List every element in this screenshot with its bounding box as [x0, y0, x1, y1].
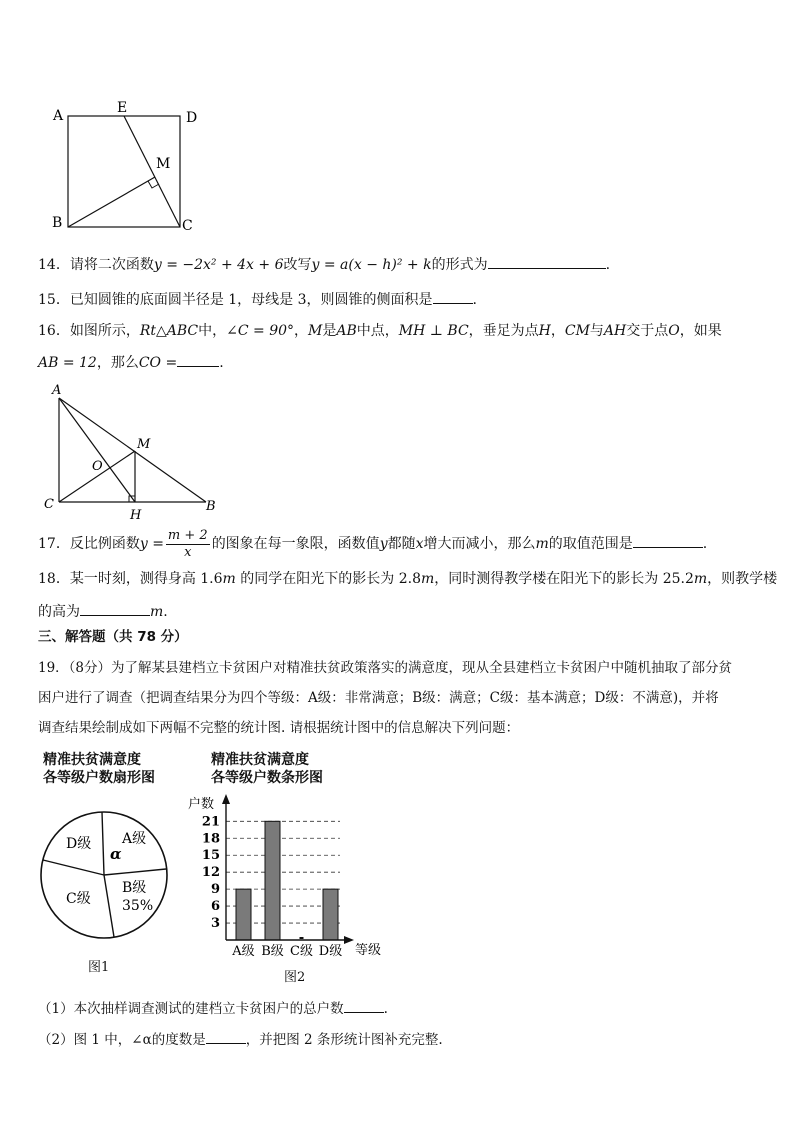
q18-text-d: ，则教学楼: [707, 571, 778, 587]
question-17: [38, 527, 707, 561]
q17-y-eq: y =: [139, 536, 164, 552]
q16-segment-ah: AH: [603, 323, 627, 339]
pie-chart: [36, 808, 176, 943]
q14-answer-blank[interactable]: [488, 254, 606, 269]
q16-text-d: 是: [322, 323, 337, 339]
q14-end: .: [605, 257, 611, 273]
q17-x: x: [415, 536, 424, 552]
bar-title-1: 精准扶贫满意度: [211, 752, 309, 768]
q15-end: .: [472, 292, 477, 308]
label-a: A: [53, 108, 64, 124]
q16-text-c: ，: [294, 323, 309, 339]
q17-y: y: [379, 536, 388, 552]
pie-label-a: A级: [122, 831, 147, 847]
q16-triangle: Rt△ABC: [139, 323, 199, 339]
q16-text-g: ，: [550, 323, 565, 339]
q16-point-o: O: [668, 323, 680, 339]
x-axis-arrow: [344, 936, 354, 944]
label-b: B: [52, 215, 63, 231]
q16-answer-blank[interactable]: [177, 352, 219, 367]
pie-divider-a-b: [104, 869, 166, 875]
x-tick-label: D级: [318, 944, 343, 959]
q16-segment-ab: AB: [336, 323, 357, 339]
label-c: C: [44, 497, 54, 512]
q16-end: .: [219, 355, 224, 371]
question-14: [38, 254, 610, 275]
x-tick-label: B级: [261, 944, 284, 959]
bar: [265, 821, 280, 940]
q17-end: .: [702, 536, 708, 552]
segment-ah: [59, 398, 135, 502]
sub2-text-b: ，并把图 2 条形统计图补充完整.: [245, 1032, 443, 1048]
q16-text-e: 中点，: [356, 323, 399, 339]
q18-answer-blank[interactable]: [80, 601, 150, 616]
y-axis-arrow: [222, 794, 230, 804]
q17-text-2: 都随: [387, 536, 416, 552]
question-16-line1: [38, 321, 722, 341]
label-m: M: [137, 437, 151, 452]
question-19-line1: 19．（8分）为了解某县建档立卡贫困户对精准扶贫政策落实的满意度，现从全县建档立卡贫困户中随机抽取了部分贫: [38, 660, 733, 676]
pie-title-2: 各等级户数扇形图: [43, 770, 155, 786]
q16-segment-cm: CM: [564, 323, 590, 339]
x-tick-label: C级: [290, 944, 313, 959]
q17-numerator: m + 2: [167, 527, 208, 543]
y-axis-label: 户数: [188, 797, 215, 812]
pie-label-c: C级: [66, 891, 91, 907]
sub1-text: （1）本次抽样调查测试的建档立卡贫困户的总户数: [38, 1001, 344, 1017]
label-b: B: [206, 499, 216, 514]
question-16-line2: [38, 352, 224, 373]
label-a: A: [52, 383, 62, 398]
q14-mid: 改写: [283, 257, 312, 273]
sub1-answer-blank[interactable]: [344, 998, 384, 1013]
question-19-sub2: [38, 1029, 443, 1050]
bar: [323, 889, 338, 940]
q16-co: CO =: [138, 355, 178, 371]
q14-prefix: 14．请将二次函数: [38, 257, 154, 273]
q16-text-h: 与: [589, 323, 604, 339]
q18-text-b: 的同学在阳光下的影长为 2.8: [235, 571, 421, 587]
q16-text-f: ，垂足为点: [468, 323, 539, 339]
q17-denominator: x: [184, 544, 192, 560]
y-tick-label: 12: [201, 865, 220, 881]
figure-1-caption: 图1: [88, 960, 110, 975]
q18-text-a: 18．某一时刻，测得身高 1.6: [38, 571, 223, 587]
square-figure: [48, 100, 208, 235]
question-18-line2: [38, 601, 168, 622]
sub2-text-a: （2）图 1 中，∠α的度数是: [38, 1032, 206, 1048]
q18-end: .: [163, 604, 168, 620]
pie-title-1: 精准扶贫满意度: [43, 752, 141, 768]
q15-answer-blank[interactable]: [433, 289, 473, 304]
q14-func2: y = a(x − h)² + k: [311, 257, 432, 273]
segment-ec: [124, 116, 180, 227]
q18-unit-2: m: [420, 571, 435, 587]
pie-label-alpha: α: [110, 845, 122, 863]
q16-perp: MH ⊥ BC: [398, 323, 469, 339]
y-tick-label: 18: [201, 831, 220, 847]
q17-m: m: [535, 536, 549, 552]
sub2-answer-blank[interactable]: [206, 1029, 246, 1044]
q16-text-b: 中，: [198, 323, 227, 339]
bar-title-2: 各等级户数条形图: [211, 770, 323, 786]
label-d: D: [186, 110, 198, 126]
q16-text-j: ，如果: [679, 323, 722, 339]
label-e: E: [117, 100, 128, 116]
q16-point-h: H: [538, 323, 551, 339]
x-tick-label: A级: [232, 944, 255, 959]
bar-chart: [180, 790, 395, 970]
y-tick-label: 9: [210, 882, 220, 898]
question-19-line3: 调查结果绘制成如下两幅不完整的统计图. 请根据统计图中的信息解决下列问题：: [38, 720, 520, 736]
q16-angle: ∠C = 90°: [226, 323, 295, 339]
q14-func1: y = −2x² + 4x + 6: [153, 257, 284, 273]
q18-unit-4: m: [150, 604, 164, 620]
q17-prefix: 17．反比例函数: [38, 536, 140, 552]
sub1-end: .: [383, 1001, 388, 1017]
q16-text-then: ，那么: [96, 355, 139, 371]
label-o: O: [92, 459, 103, 474]
q16-text-a: 16．如图所示，: [38, 323, 140, 339]
x-axis-label: 等级: [355, 943, 382, 958]
figure-2-caption: 图2: [284, 970, 306, 985]
bar: [236, 889, 251, 940]
q15-text: 15．已知圆锥的底面圆半径是 1，母线是 3，则圆锥的侧面积是: [38, 292, 433, 308]
q17-suffix: 的取值范围是: [548, 536, 633, 552]
y-tick-label: 6: [210, 899, 220, 915]
pie-divider-d-a: [102, 812, 104, 875]
q17-answer-blank[interactable]: [633, 533, 703, 548]
q16-text-i: 交于点: [626, 323, 669, 339]
q18-text-c: ，同时测得教学楼在阳光下的影长为 25.2: [434, 571, 694, 587]
q16-ab-value: AB = 12: [38, 355, 97, 371]
question-19-line2: 困户进行了调查（把调查结果分为四个等级：A级：非常满意；B级：满意；C级：基本满意；D级：不满意)，并将: [38, 690, 719, 706]
y-tick-label: 3: [210, 916, 220, 932]
q16-point-m: M: [308, 323, 323, 339]
segment-ab: [59, 398, 206, 502]
q17-text-1: 的图象在每一象限，函数值: [211, 536, 380, 552]
segment-bm: [68, 177, 155, 227]
q18-text-e: 的高为: [38, 604, 80, 620]
pie-label-b-percent: 35%: [122, 898, 154, 914]
label-h: H: [130, 508, 142, 523]
section-3-heading: 三、解答题（共 78 分）: [38, 629, 188, 645]
y-tick-label: 15: [201, 848, 220, 864]
triangle-figure: [38, 378, 228, 523]
question-19-sub1: [38, 998, 388, 1019]
q18-unit-1: m: [222, 571, 236, 587]
pie-divider-b-c: [104, 875, 114, 937]
pie-label-b: B级: [122, 880, 147, 896]
question-18-line1: [38, 569, 777, 589]
q17-fraction: [166, 528, 210, 561]
q17-text-3: 增大而减小，那么: [423, 536, 536, 552]
label-m: M: [156, 156, 171, 172]
label-c: C: [182, 218, 193, 234]
q18-unit-3: m: [693, 571, 708, 587]
y-tick-label: 21: [201, 814, 220, 830]
pie-label-d: D级: [66, 836, 92, 852]
question-15: [38, 289, 477, 310]
q14-suffix: 的形式为: [431, 257, 488, 273]
pie-divider-c-d: [43, 860, 104, 875]
